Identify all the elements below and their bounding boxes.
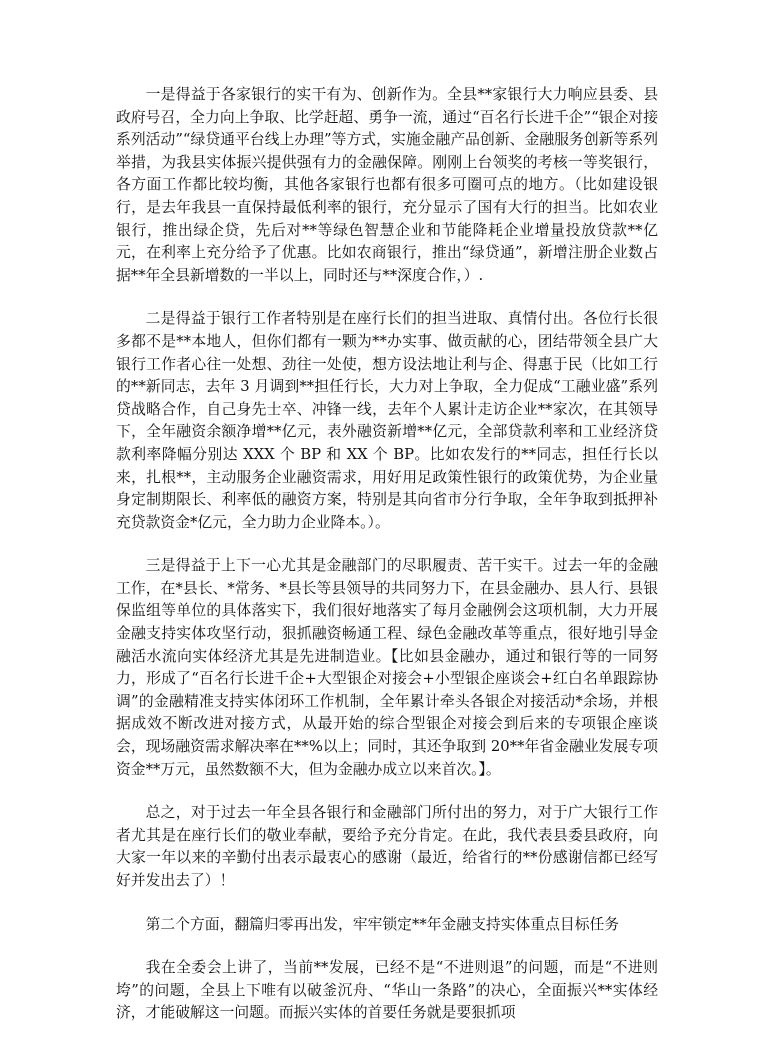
- paragraph-financial-departments: 三是得益于上下一心尤其是金融部门的尽职履责、苦干实干。过去一年的金融工作，在*县长、*常务、*县长等县领导的共同努力下，在县金融办、县人行、县银保监组等单位的具体落实下，我们很好地落实了每月金融例会这项机制，大力开展金融支持实体攻坚行动，狠抓融资畅通工程、绿色金融改革等重点，很好地引导金融活水流向实体经济尤其是先进制造业。【比如县金融办，通过和银行等的一同努力，形成了“百名行长进千企+大型银企对接会+小型银企座谈会+红白名单跟踪协调”的金融精准支持实体闭环工作机制，全年累计牵头各银企对接活动*余场，并根据成效不断改进对接方式，从最开始的综合型银企对接会到后来的专项银企座谈会，现场融资需求解决率在**%以上；同时，其还争取到 20**年省金融业发展专项资金**万元，虽然数额不大，但为金融办成立以来首次。】。: [116, 557, 658, 778]
- section-heading: 第二个方面，翻篇归零再出发，牢牢锁定**年金融支持实体重点目标任务: [145, 915, 620, 933]
- document-page: [116, 84, 658, 1046]
- paragraph-bank-leaders: 二是得益于银行工作者特别是在座行长们的担当进取、真情付出。各位行长很多都不是**本地人，但你们都有一颗为**办实事、做贡献的心，团结带领全县广大银行工作者心往一处想、劲往一处使，想方设法地让利与企、得惠于民（比如工行的**新同志，去年 3 月调到**担任行长，大力对上争取，全力促成“工融业盛”系列贷战略合作，自己身先士卒、冲锋一线，去年个人累计走访企业**家次，在其领导下，全年融资余额净增**亿元，表外融资新增**亿元，全部贷款利率和工业经济贷款利率降幅分别达 XXX 个 BP 和 XX 个 BP。比如农发行的**同志，担任行长以来，扎根**，主动服务企业融资需求，用好用足政策性银行的政策优势，为企业量身定制期限长、利率低的融资方案，特别是其向省市分行争取，全年争取到抵押补充贷款资金*亿元，全力助力企业降本。）。: [116, 310, 658, 531]
- paragraph-summary-thanks: 总之，对于过去一年全县各银行和金融部门所付出的努力，对于广大银行工作者尤其是在座行长们的敬业奉献，要给予充分肯定。在此，我代表县委县政府，向大家一年以来的辛勤付出表示最衷心的感谢（最近，给省行的**份感谢信都已经写好并发出去了）！: [116, 804, 658, 889]
- paragraph-closing: 我在全委会上讲了，当前**发展，已经不是“不进则退”的问题，而是“不进则垮”的问题，全县上下唯有以破釜沉舟、“华山一条路”的决心，全面振兴**实体经济，才能破解这一问题。而振兴实体的首要任务就是要狠抓项: [116, 959, 658, 1022]
- paragraph-banks-innovation: 一是得益于各家银行的实干有为、创新作为。全县**家银行大力响应县委、县政府号召，全力向上争取、比学赶超、勇争一流，通过“百名行长进千企”“银企对接系列活动”“绿贷通平台线上办理”等方式，实施金融产品创新、金融服务创新等系列举措，为我县实体振兴提供强有力的金融保障。刚刚上台领奖的考核一等奖银行，各方面工作都比较均衡，其他各家银行也都有很多可圈可点的地方。（比如建设银行，是去年我县一直保持最低利率的银行，充分显示了国有大行的担当。比如农业银行，推出绿企贷，先后对**等绿色智慧企业和节能降耗企业增量投放贷款**亿元，在利率上充分给予了优惠。比如农商银行，推出“绿贷通”，新增注册企业数占据**年全县新增数的一半以上，同时还与**深度合作，）.: [116, 86, 658, 284]
